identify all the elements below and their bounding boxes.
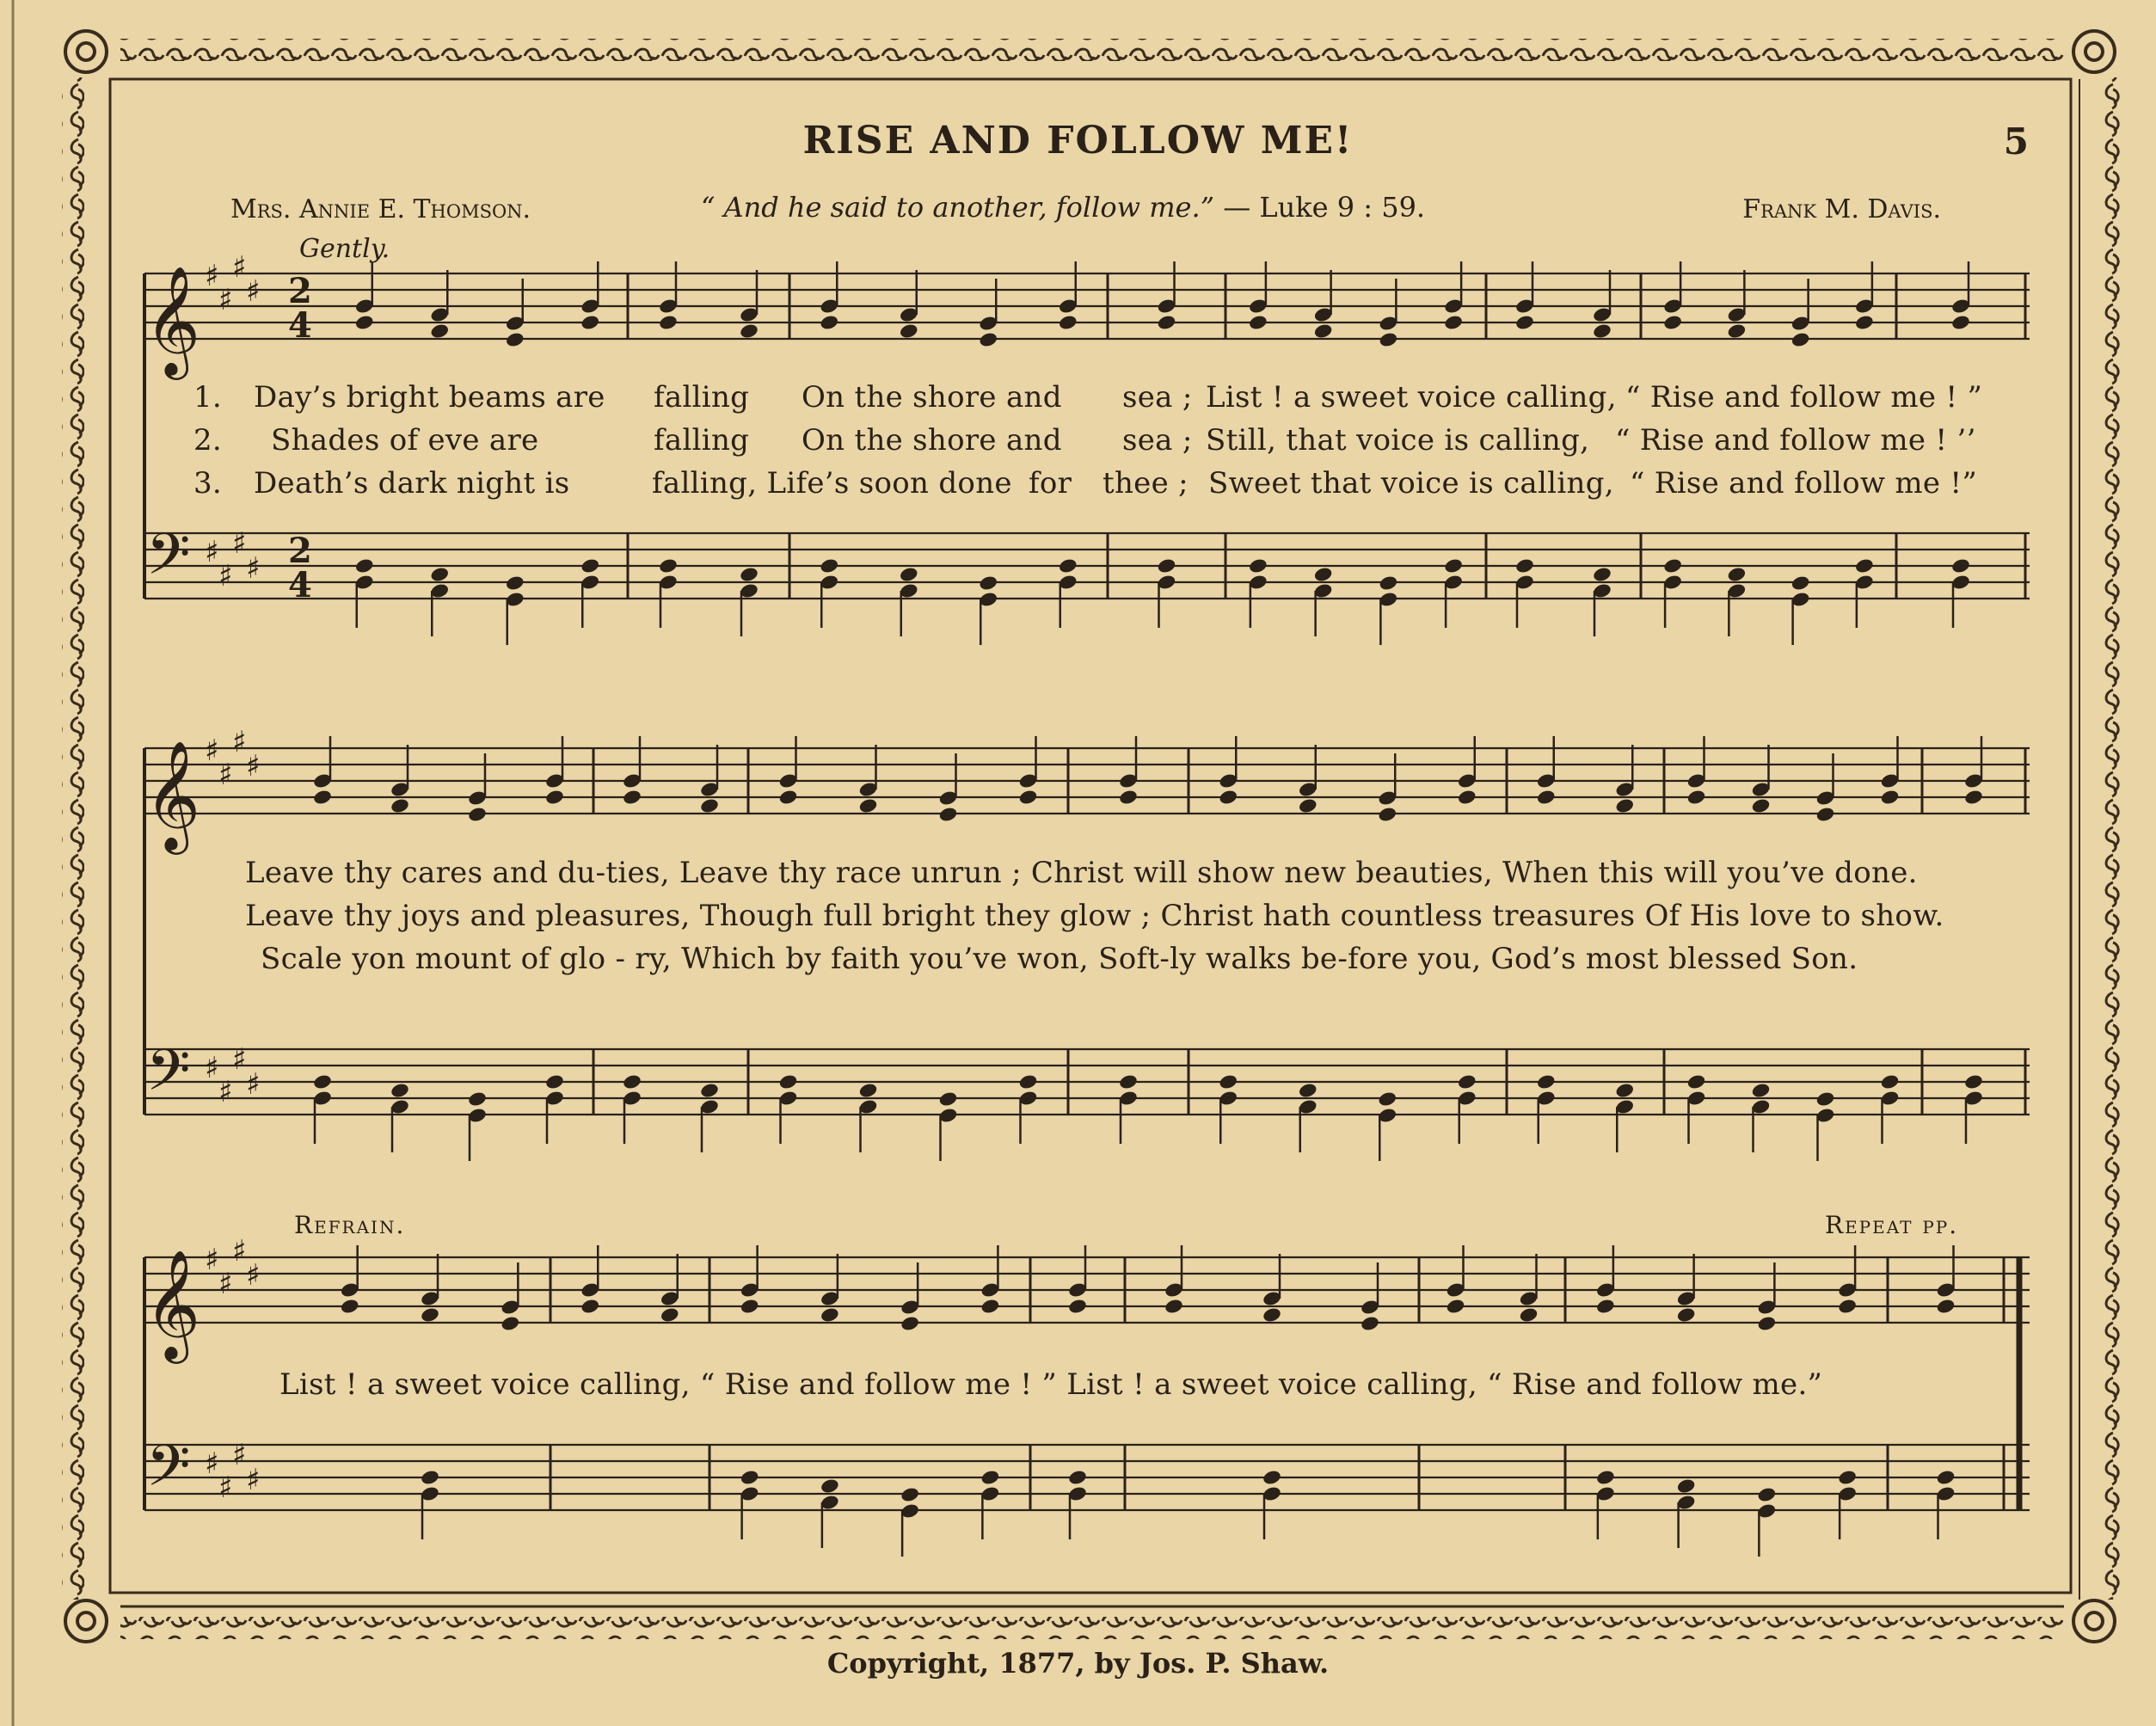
time-signature-top: 2 [288,531,312,571]
treble-note [390,797,410,814]
bass-note [1262,1469,1282,1486]
sharp-sign: ♯ [232,1234,247,1268]
verse-number: 1. [193,380,223,415]
lyricist-credit: Mrs. Annie E. Thomson. [230,194,531,224]
treble-note [429,322,450,340]
lyric-segment: thee ; [1103,466,1189,501]
bass-note [1514,557,1535,574]
bass-note [1298,1082,1318,1099]
treble-note [1880,789,1901,806]
bass-note [354,557,375,574]
treble-note [544,789,565,806]
lyric-line: List ! a sweet voice calling, “ Rise and follow me ! ” List ! a sweet voice calling, “ Rise and follow me.” [279,1367,1823,1402]
lyric-segment: Sweet that voice is calling, [1208,466,1614,501]
treble-note [660,1306,680,1324]
treble-note [858,797,879,814]
bass-note [1936,1469,1956,1486]
bass-note [312,1073,333,1090]
treble-note [501,1315,521,1332]
treble-note [1854,314,1875,331]
treble-note [1676,1306,1697,1324]
bass-note [1313,566,1334,583]
bass-note [467,1090,488,1108]
treble-clef: 𝄞 [144,740,201,850]
treble-note [978,331,998,348]
sharp-sign: ♯ [246,274,261,309]
treble-clef: 𝄞 [144,265,201,375]
bass-note [1676,1477,1697,1495]
bass-note [1837,1469,1858,1486]
bass-note [1950,557,1971,574]
bass-note [1880,1073,1901,1090]
lyric-segment: falling [654,423,750,458]
lyric-segment: sea ; [1122,380,1193,415]
treble-note [580,1298,600,1315]
treble-note [1164,1298,1184,1315]
time-signature-bottom: 4 [288,305,312,346]
sharp-sign: ♯ [246,749,261,783]
time-signature-top: 2 [288,271,312,311]
bass-note [1457,1073,1477,1090]
bass-note [820,1477,840,1495]
bass-note [899,566,919,583]
treble-note [1686,789,1707,806]
sharp-sign: ♯ [246,551,261,586]
treble-note [1751,797,1772,814]
sharp-sign: ♯ [232,1042,247,1077]
time-signature-bottom: 4 [288,565,312,605]
treble-note [1443,314,1464,331]
treble-note [1815,806,1836,823]
copyright-notice: Copyright, 1877, by Jos. P. Shaw. [826,1647,1330,1680]
bass-note [900,1486,920,1503]
treble-note [1067,1298,1088,1315]
treble-note [819,314,839,331]
repeat-marking: Repeat pp. [1825,1211,1959,1239]
bass-note [1443,557,1464,574]
treble-note [1592,322,1612,340]
treble-note [1936,1298,1956,1315]
composer-credit: Frank M. Davis. [1742,194,1941,224]
bass-note [420,1469,440,1486]
bass-clef: 𝄢 [146,521,191,601]
treble-note [1514,314,1535,331]
bass-note [1815,1090,1836,1108]
treble-note [420,1306,440,1324]
bass-note [739,566,759,583]
treble-note [1963,789,1984,806]
bass-note [980,1469,1001,1486]
lyric-segment: Day’s bright beams are [254,380,605,415]
treble-note [1457,789,1477,806]
treble-note [1536,789,1557,806]
treble-note [1662,314,1683,331]
treble-note [1313,322,1334,340]
sharp-sign: ♯ [246,1258,261,1293]
treble-note [1614,797,1635,814]
treble-note [1595,1298,1616,1315]
bass-note [580,557,600,574]
treble-note [1262,1306,1282,1324]
bass-note [1854,557,1875,574]
bass-note [1067,1469,1088,1486]
treble-note [1018,789,1039,806]
verse-number: 3. [193,466,223,501]
lyric-segment: falling [654,380,750,415]
sharp-sign: ♯ [218,1471,233,1505]
bass-clef: 𝄢 [146,1433,191,1513]
epigraph-reference: — Luke 9 : 59. [1223,191,1426,224]
treble-note [1248,314,1268,331]
sharp-sign: ♯ [218,1267,233,1301]
treble-note [1757,1315,1778,1332]
treble-note [1950,314,1971,331]
bass-note [1686,1073,1707,1090]
lyric-line: Scale yon mount of glo - ry, Which by faith you’ve won, Soft-ly walks be-fore you, God’s most blessed Son. [261,942,1858,976]
treble-note [938,806,959,823]
treble-note [900,1315,920,1332]
treble-note [1058,314,1078,331]
treble-note [1157,314,1177,331]
epigraph-quote: “ And he said to another, follow me.” [701,191,1215,224]
bass-note [1791,574,1811,592]
treble-note [1791,331,1811,348]
verse-number: 2. [193,423,223,458]
treble-note [312,789,333,806]
treble-note [658,314,679,331]
bass-note [938,1090,959,1108]
treble-note [1298,797,1318,814]
sharp-sign: ♯ [246,1463,261,1497]
lyric-line: Leave thy joys and pleasures, Though full bright they glow ; Christ hath countless treasures Of His love to show. [245,899,1944,933]
lyric-segment: sea ; [1122,423,1193,458]
sharp-sign: ♯ [232,526,247,561]
lyric-segment: “ Rise and follow me !” [1630,466,1978,501]
treble-note [1377,806,1397,823]
sharp-sign: ♯ [218,1075,233,1109]
lyric-segment: Shades of eve are [271,423,539,458]
treble-note [1837,1298,1858,1315]
sharp-sign: ♯ [232,1438,247,1472]
treble-note [1118,789,1139,806]
treble-note [1379,331,1399,348]
lyric-segment: “ Rise and follow me ! ” [1625,380,1983,415]
bass-note [390,1082,410,1099]
bass-note [819,557,839,574]
sharp-sign: ♯ [205,259,219,293]
lyric-line: Leave thy cares and du-ties, Leave thy race unrun ; Christ will show new beauties, When this will you’ve done. [245,856,1918,890]
treble-note [778,789,799,806]
bass-note [699,1082,720,1099]
treble-note [505,331,525,348]
treble-note [354,314,375,331]
treble-note [1218,789,1238,806]
sharp-sign: ♯ [218,283,233,317]
bass-note [1157,557,1177,574]
lyric-segment: On the shore and [802,423,1062,458]
bass-note [858,1082,879,1099]
treble-clef: 𝄞 [144,1249,201,1359]
sharp-sign: ♯ [205,1447,219,1481]
bass-note [1377,1090,1397,1108]
bass-note [1379,574,1399,592]
treble-note [1360,1315,1380,1332]
bass-note [1018,1073,1039,1090]
treble-note [622,789,642,806]
sharp-sign: ♯ [218,559,233,593]
treble-note [1446,1298,1466,1315]
bass-note [1536,1073,1557,1090]
bass-note [1218,1073,1238,1090]
lyric-segment: List ! a sweet voice calling, [1206,380,1617,415]
bass-note [622,1073,642,1090]
refrain-label: Refrain. [294,1211,406,1239]
bass-note [1595,1469,1616,1486]
lyric-segment: Death’s dark night is [254,466,570,501]
sharp-sign: ♯ [232,250,247,285]
treble-note [699,797,720,814]
bass-note [1248,557,1268,574]
bass-note [1592,566,1612,583]
bass-note [544,1073,565,1090]
bass-note [1757,1486,1778,1503]
treble-note [980,1298,1001,1315]
bass-note [1614,1082,1635,1099]
treble-note [740,1298,760,1315]
bass-note [658,557,679,574]
lyric-segment: “ Rise and follow me ! ’’ [1615,423,1976,458]
bass-note [1963,1073,1984,1090]
bass-note [1727,566,1748,583]
bass-note [1751,1082,1772,1099]
sharp-sign: ♯ [205,535,219,569]
sharp-sign: ♯ [218,758,233,792]
sharp-sign: ♯ [246,1067,261,1102]
treble-note [580,314,600,331]
song-title: RISE AND FOLLOW ME! [802,119,1354,163]
sharp-sign: ♯ [205,734,219,768]
bass-note [1058,557,1078,574]
treble-note [1727,322,1748,340]
treble-note [1519,1306,1539,1324]
sharp-sign: ♯ [205,1051,219,1085]
sharp-sign: ♯ [232,725,247,759]
bass-note [429,566,450,583]
bass-note [505,574,525,592]
bass-note [740,1469,760,1486]
sharp-sign: ♯ [205,1243,219,1277]
treble-note [467,806,488,823]
treble-note [739,322,759,340]
bass-note [1662,557,1683,574]
tempo-marking: Gently. [299,234,390,264]
treble-note [899,322,919,340]
lyric-segment: falling, Life’s soon done [652,466,1012,501]
bass-note [1118,1073,1139,1090]
lyric-segment: On the shore and [802,380,1062,415]
bass-note [778,1073,799,1090]
bass-clef: 𝄢 [146,1037,191,1117]
treble-note [340,1298,360,1315]
lyric-segment: Still, that voice is calling, [1206,423,1590,458]
lyric-segment: for [1029,466,1072,501]
page-number: 5 [2003,120,2029,163]
treble-note [820,1306,840,1324]
bass-note [978,574,998,592]
